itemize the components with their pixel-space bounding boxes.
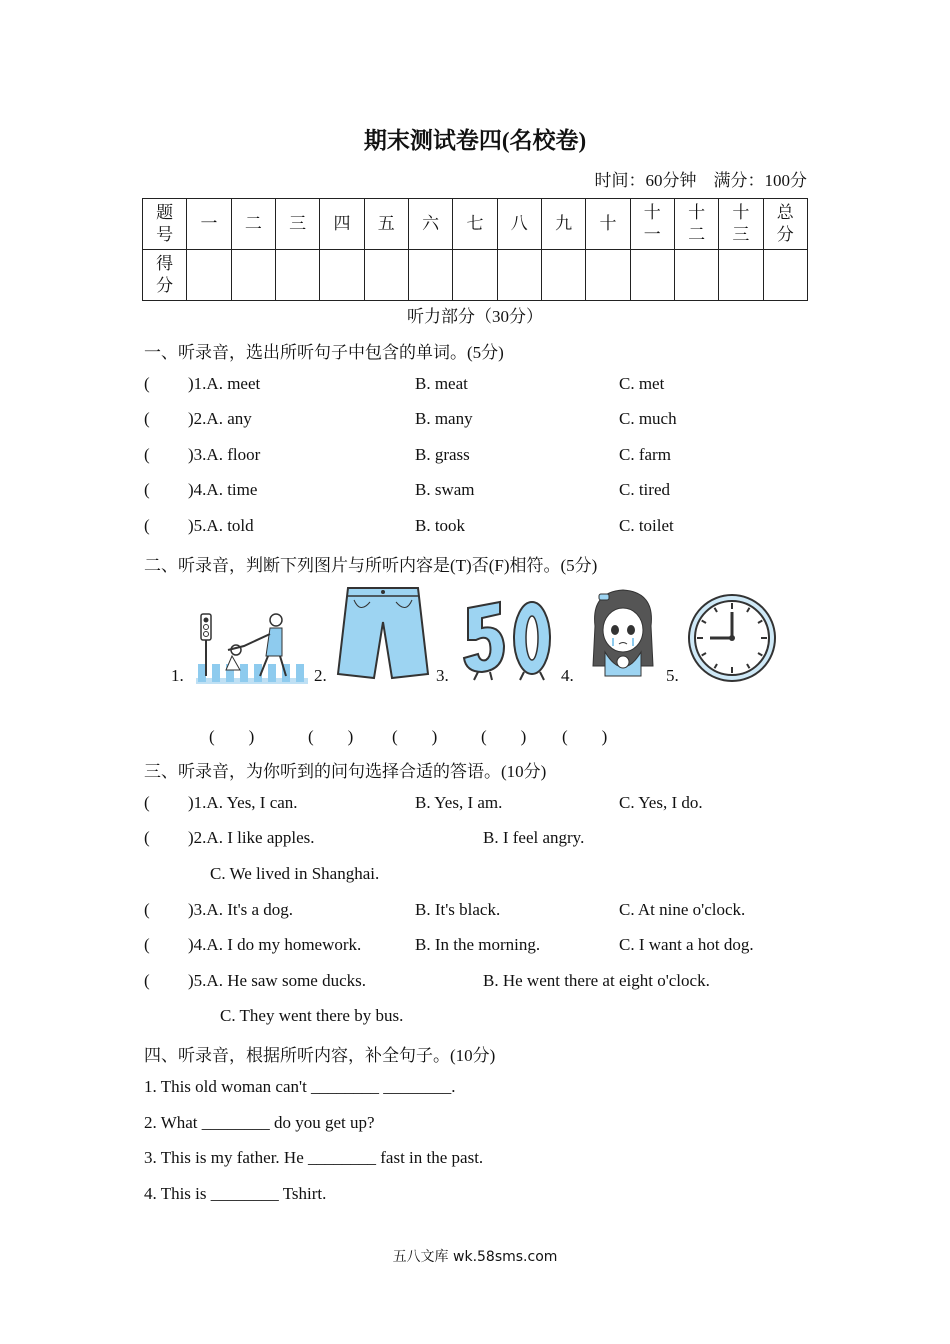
sec3-q4-option-c: C. I want a hot dog. <box>619 935 754 954</box>
picture-label-4: 4. <box>561 666 574 685</box>
answer-paren-1[interactable]: ( ) <box>209 727 255 746</box>
sec1-q3-option-b: B. grass <box>415 445 470 464</box>
sec1-q4-option-b: B. swam <box>415 480 475 499</box>
page-title: 期末测试卷四(名校卷) <box>363 128 587 153</box>
sec1-q4-option-c: C. tired <box>619 480 670 499</box>
sec3-q3-option-c: C. At nine o'clock. <box>619 900 746 919</box>
answer-paren-3[interactable]: ( ) <box>392 727 438 746</box>
footer-watermark: 五八文库 wk.58sms.com <box>392 1249 558 1265</box>
score-header-cell: 三 <box>275 199 319 250</box>
shorts-image <box>336 586 430 684</box>
score-row-label: 得 分 <box>143 250 187 301</box>
score-cell[interactable] <box>630 250 674 301</box>
sec1-q1-option-c: C. met <box>619 374 665 393</box>
sec3-q1-option-b: B. Yes, I am. <box>415 793 503 812</box>
section-4-heading: 四、听录音，根据所听内容，补全句子。(10分) <box>144 1046 496 1065</box>
score-cell[interactable] <box>763 250 807 301</box>
score-header-cell: 十 一 <box>630 199 674 250</box>
score-header-cell: 二 <box>231 199 275 250</box>
sec3-q1-option-c: C. Yes, I do. <box>619 793 703 812</box>
sec3-q5-option-c: C. They went there by bus. <box>220 1006 404 1025</box>
sec3-q1: ( )1.A. Yes, I can. <box>144 793 298 812</box>
score-table-header-row <box>143 199 808 250</box>
score-header-cell: 总 分 <box>763 199 807 250</box>
sec1-q1-option-b: B. meat <box>415 374 468 393</box>
sec4-item-3[interactable]: 3. This is my father. He ________ fast in the past. <box>144 1148 484 1167</box>
score-cell[interactable] <box>364 250 408 301</box>
answer-paren[interactable]: ( <box>144 971 150 990</box>
clock-nine-image <box>686 592 778 684</box>
picture-label-3: 3. <box>436 666 449 685</box>
sec3-q4: ( )4.A. I do my homework. <box>144 935 362 954</box>
sec3-q2-option-b: B. I feel angry. <box>483 828 585 847</box>
score-cell[interactable] <box>674 250 718 301</box>
section-2-heading: 二、听录音，判断下列图片与所听内容是(T)否(F)相符。(5分) <box>144 556 598 575</box>
score-header-cell: 五 <box>364 199 408 250</box>
score-table-score-row <box>143 250 808 301</box>
score-cell[interactable] <box>719 250 763 301</box>
answer-paren[interactable]: ( <box>144 374 150 393</box>
sec1-q1: ( )1.A. meet <box>144 374 261 393</box>
picture-label-2: 2. <box>314 666 327 685</box>
score-cell[interactable] <box>408 250 452 301</box>
sec3-q5-option-b: B. He went there at eight o'clock. <box>483 971 710 990</box>
sec1-q5-option-c: C. toilet <box>619 516 674 535</box>
sec1-q5-option-b: B. took <box>415 516 466 535</box>
sec3-q3-option-b: B. It's black. <box>415 900 501 919</box>
score-cell[interactable] <box>586 250 630 301</box>
crosswalk-scene-image <box>194 606 310 684</box>
sec3-q4-option-b: B. In the morning. <box>415 935 541 954</box>
answer-paren[interactable]: ( <box>144 445 150 464</box>
answer-paren-4[interactable]: ( ) <box>481 727 527 746</box>
sec1-q2-option-c: C. much <box>619 409 677 428</box>
sec1-q2: ( )2.A. any <box>144 409 252 428</box>
section-3-heading: 三、听录音，为你听到的问句选择合适的答语。(10分) <box>144 762 547 781</box>
sec4-item-2[interactable]: 2. What ________ do you get up? <box>144 1113 375 1132</box>
sec3-q2: ( )2.A. I like apples. <box>144 828 315 847</box>
sec1-q3: ( )3.A. floor <box>144 445 261 464</box>
sec1-q2-option-b: B. many <box>415 409 473 428</box>
score-header-cell: 六 <box>408 199 452 250</box>
picture-label-5: 5. <box>666 666 679 685</box>
answer-paren[interactable]: ( <box>144 480 150 499</box>
score-header-cell: 十 二 <box>674 199 718 250</box>
score-cell[interactable] <box>497 250 541 301</box>
crying-girl-image <box>585 586 661 682</box>
score-header-cell: 一 <box>187 199 231 250</box>
picture-label-1: 1. <box>171 666 184 685</box>
score-cell[interactable] <box>231 250 275 301</box>
sec3-q5: ( )5.A. He saw some ducks. <box>144 971 367 990</box>
score-cell[interactable] <box>187 250 231 301</box>
answer-paren-5[interactable]: ( ) <box>562 727 608 746</box>
score-cell[interactable] <box>453 250 497 301</box>
score-header-cell: 题 号 <box>143 199 187 250</box>
sec4-item-4[interactable]: 4. This is ________ Tshirt. <box>144 1184 327 1203</box>
number-fifty-image <box>460 596 554 682</box>
answer-paren-2[interactable]: ( ) <box>308 727 354 746</box>
answer-paren[interactable]: ( <box>144 516 150 535</box>
score-table <box>142 198 808 301</box>
score-header-cell: 十 三 <box>719 199 763 250</box>
sec1-q3-option-c: C. farm <box>619 445 671 464</box>
score-header-cell: 四 <box>320 199 364 250</box>
time-score-info: 时间：60分钟 满分：100分 <box>594 171 807 190</box>
score-cell[interactable] <box>275 250 319 301</box>
score-cell[interactable] <box>320 250 364 301</box>
answer-paren[interactable]: ( <box>144 793 150 812</box>
score-header-cell: 七 <box>453 199 497 250</box>
sec1-q4: ( )4.A. time <box>144 480 258 499</box>
score-cell[interactable] <box>541 250 585 301</box>
listening-part-heading: 听力部分（30分） <box>407 307 543 326</box>
sec1-q5: ( )5.A. told <box>144 516 254 535</box>
sec3-q2-option-c: C. We lived in Shanghai. <box>210 864 380 883</box>
sec3-q3: ( )3.A. It's a dog. <box>144 900 294 919</box>
answer-paren[interactable]: ( <box>144 935 150 954</box>
score-header-cell: 八 <box>497 199 541 250</box>
score-header-cell: 十 <box>586 199 630 250</box>
score-header-cell: 九 <box>541 199 585 250</box>
section-1-heading: 一、听录音，选出所听句子中包含的单词。(5分) <box>144 343 504 362</box>
answer-paren[interactable]: ( <box>144 409 150 428</box>
answer-paren[interactable]: ( <box>144 828 150 847</box>
answer-paren[interactable]: ( <box>144 900 150 919</box>
sec4-item-1[interactable]: 1. This old woman can't ________ ________. <box>144 1077 456 1096</box>
